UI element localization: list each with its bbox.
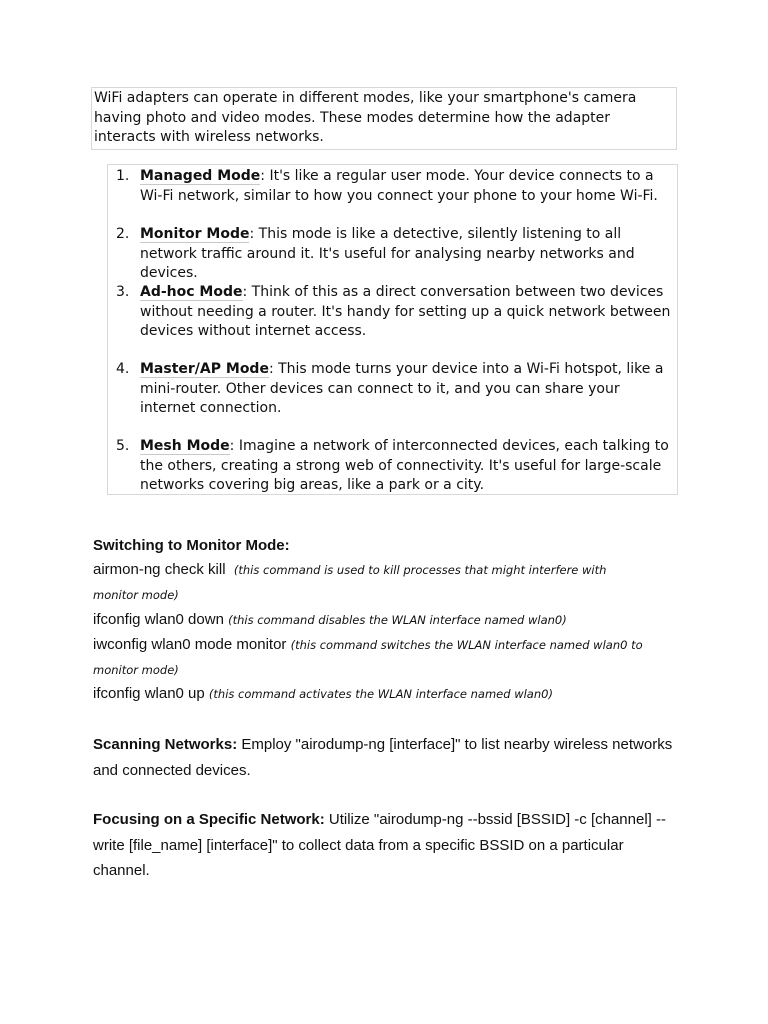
mode-description: : Think of this as a direct conversation between two devices without needing a router. It's handy for setting up a quick network between devices without internet access. — [140, 284, 671, 339]
mode-title: Monitor Mode — [140, 226, 250, 242]
command-note: (this command switches the WLAN interface named wlan0 to monitor mode) — [93, 638, 643, 677]
list-number: 1. — [116, 168, 130, 184]
command-note: (this command disables the WLAN interface named wlan0) — [228, 613, 567, 627]
mode-description: : This mode turns your device into a Wi-Fi hotspot, like a mini-router. Other devices can connect to it, and you can share your internet connection. — [140, 361, 664, 416]
list-number: 4. — [116, 361, 130, 377]
mode-description: : This mode is like a detective, silently listening to all network traffic around it. It's useful for analysing nearby networks and devices. — [140, 226, 635, 281]
command-line — [93, 608, 653, 633]
scanning-networks-paragraph — [93, 732, 678, 783]
command-text: ifconfig wlan0 down — [93, 611, 224, 628]
command-text: airmon-ng check kill — [93, 561, 226, 578]
focusing-label: Focusing on a Specific Network: — [93, 811, 325, 828]
modes-list — [107, 164, 678, 495]
command-text: iwconfig wlan0 mode monitor — [93, 636, 287, 653]
focusing-network-paragraph — [93, 807, 678, 884]
focusing-text: Utilize "airodump-ng --bssid [BSSID] -c [channel] --write [file_name] [interface]" to collect data from a specific BSSID on a particular channel. — [93, 811, 666, 879]
mode-description: : Imagine a network of interconnected devices, each talking to the others, creating a strong web of connectivity. It's useful for large-scale networks covering big areas, like a park or a city. — [140, 438, 669, 493]
intro-paragraph: WiFi adapters can operate in different modes, like your smartphone's camera having photo and video modes. These modes determine how the adapter interacts with wireless networks. — [91, 87, 677, 150]
mode-title: Ad-hoc Mode — [140, 284, 243, 300]
mode-title: Mesh Mode — [140, 438, 230, 454]
list-number: 2. — [116, 226, 130, 242]
mode-title: Managed Mode — [140, 168, 261, 184]
command-line — [93, 633, 653, 682]
scanning-label: Scanning Networks: — [93, 736, 238, 753]
command-line — [93, 682, 653, 707]
scanning-text: Employ "airodump-ng [interface]" to list nearby wireless networks and connected devices. — [93, 736, 673, 779]
list-number: 5. — [116, 438, 130, 454]
mode-description: : It's like a regular user mode. Your device connects to a Wi-Fi network, similar to how you connect your phone to your home Wi-Fi. — [140, 168, 658, 204]
list-number: 3. — [116, 284, 130, 300]
command-note: (this command is used to kill processes that might interfere with monitor mode) — [93, 563, 607, 602]
mode-title: Master/AP Mode — [140, 361, 269, 377]
command-line — [93, 558, 653, 607]
monitor-mode-heading: Switching to Monitor Mode: — [93, 537, 290, 554]
command-text: ifconfig wlan0 up — [93, 685, 205, 702]
command-note: (this command activates the WLAN interface named wlan0) — [208, 687, 553, 701]
